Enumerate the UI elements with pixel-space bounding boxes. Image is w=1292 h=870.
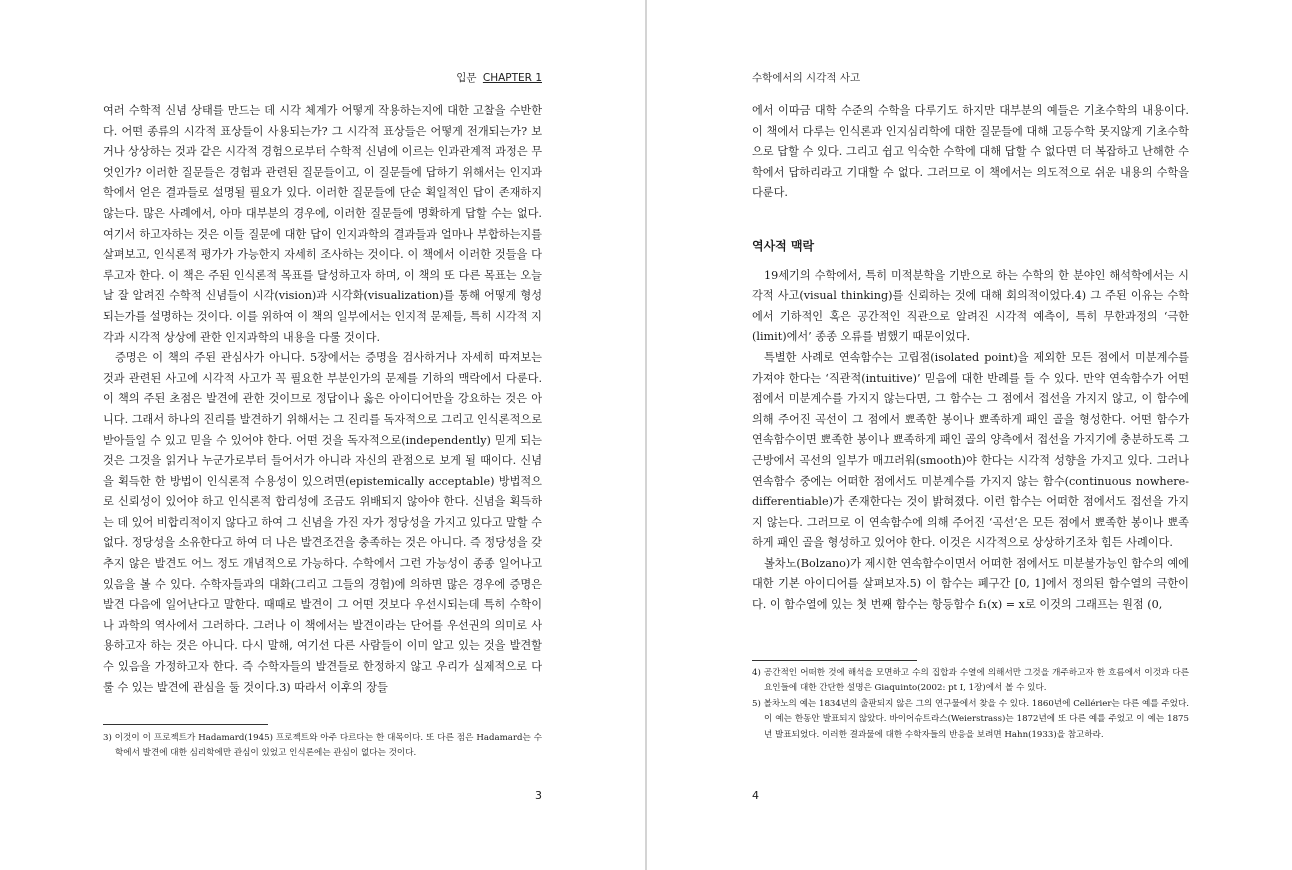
- paragraph: 특별한 사례로 연속함수는 고립점(isolated point)을 제외한 모든 점에서 미분계수를 가져야 한다는 ‘직관적(intuitive)’ 믿음에 대한 반례를 들 수 있다. 만약 연속함수가 어떤 점에서 미분계수를 가지지 않는다면, 그 함수는 그 점에서 접선을 가지지 않고, 이 함수에 의해 주어진 곡선이 그 점에서 뾰족한 봉이나 뾰족하게 패인 골을 형성한다. 어떤 함수가 연속함수이면 뾰족한 봉이나 뾰족하게 패인 골의 양측에서 접선을 가지기에 충분하도록 그 근방에서 곡선의 일부가 매끄러워(smooth)야 한다는 시각적 성향을 가지고 있다. 그러나 연속함수 중에는 어떠한 점에서도 미분계수를 가지지 않는 함수(continuous nowhere-differentiable)가 존재한다는 것이 밝혀졌다. 이런 함수는 어떠한 점에서도 접선을 가지지 않는다. 그러므로 이 연속함수에 의해 주어진 ‘곡선’은 모든 점에서 뾰족한 봉이나 뾰족하게 패인 골을 형성하고 있어야 한다. 이것은 시각적으로 상상하기조차 힘든 사례이다.: [752, 350, 1189, 550]
- paragraph: 에서 이따금 대학 수준의 수학을 다루기도 하지만 대부분의 예들은 기초수학의 내용이다. 이 책에서 다루는 인식론과 인지심리학에 대한 질문들에 대해 고등수학 못지않게 기초수학으로 답할 수 있다. 그리고 쉽고 익숙한 수학에 대해 답할 수 없다면 더 복잡하고 난해한 수학에서 답하리라고 기대할 수 없다. 그러므로 이 책에서는 의도적으로 쉬운 내용의 수학을 다룬다.: [752, 104, 1189, 200]
- running-header-left: [456, 70, 542, 85]
- footnote: 4) 공간적인 어떠한 것에 해석을 모면하고 수의 집합과 수열에 의해서만 그것을 개주하고자 한 흐름에서 이것과 다른 요인들에 대한 간단한 설명은 Giaquinto(2002: pt I, 1장)에서 볼 수 있다.: [752, 668, 1189, 694]
- paragraph: 여러 수학적 신념 상태를 만드는 데 시각 체계가 어떻게 작용하는지에 대한 고찰을 수반한다. 어떤 종류의 시각적 표상들이 사용되는가? 그 시각적 표상들은 어떻게 전개되는가? 보거나 상상하는 것과 같은 시각적 경험으로부터 수학적 신념에 이르는 인과관계적 과정은 무엇인가? 이러한 질문들은 경험과 관련된 질문들이고, 이 질문들에 답하기 위해서는 인지과학에서 얻은 결과들로 설명될 필요가 있다. 이러한 질문들에 단순 획일적인 답이 존재하지 않는다. 많은 사례에서, 아마 대부분의 경우에, 이러한 질문들에 명확하게 답할 수는 없다. 여기서 하고자하는 것은 이들 질문에 대한 답이 인지과학의 결과들과 얼마나 부합하는지를 살펴보고, 인식론적 평가가 가능한지 자세히 조사하는 것이다. 이 책에서 이러한 것들을 다루고자 한다. 이 책은 주된 인식론적 목표를 달성하고자 하며, 이 책의 또 다른 목표는 오늘날 잘 알려진 수학적 신념들이 시각(vision)과 시각화(visualization)를 통해 어떻게 형성되는가를 설명하는 것이다. 이를 위하여 이 책의 일부에서는 인지적 문제들, 특히 시각적 지각과 시각적 상상에 관한 인지과학의 내용을 다룰 것이다.: [103, 104, 542, 344]
- section-title: 역사적 맥락: [752, 238, 815, 253]
- paragraph: 볼차노(Bolzano)가 제시한 연속함수이면서 어떠한 점에서도 미분불가능인 함수의 예에 대한 기본 아이디어를 살펴보자.5) 이 함수는 폐구간 [0, 1]에서 정의된 함수열의 극한이다. 이 함수열에 있는 첫 번째 함수는 항등함수 f₁(x) = x로 이것의 그래프는 원점 (0,: [752, 556, 1189, 612]
- page-number: 4: [752, 789, 759, 802]
- footnotes-right: [752, 666, 1189, 743]
- left-page: [0, 0, 645, 870]
- running-header-right: 수학에서의 시각적 사고: [752, 72, 861, 84]
- footnote-divider: [103, 724, 268, 725]
- footnote-divider: [752, 660, 917, 661]
- footnote: 3) 이것이 이 프로젝트가 Hadamard(1945) 프로젝트와 아주 다르다는 한 대목이다. 또 다른 점은 Hadamard는 수학에서 발견에 대한 심리학에만 관심이 있었고 인식론에는 관심이 없다는 것이다.: [103, 733, 542, 759]
- header-chapter: CHAPTER 1: [482, 72, 542, 84]
- footnote: 5) 볼차노의 예는 1834년의 출판되지 않은 그의 연구물에서 찾을 수 있다. 1860년에 Cellérier는 다른 예를 주었다. 이 예는 한동안 발표되지 않았다. 바이어슈트라스(Weierstrass)는 1872년에 또 다른 예를 주었고 이 예는 1875년 발표되었다. 이러한 결과물에 대한 수학자들의 반응을 보려면 Hahn(1933)을 참고하라.: [752, 698, 1189, 740]
- page-number: 3: [535, 789, 542, 802]
- body-text-right: [752, 101, 1189, 616]
- right-page: [648, 0, 1292, 870]
- header-prefix: 입문: [456, 72, 477, 84]
- footnotes-left: [103, 731, 542, 762]
- paragraph: 증명은 이 책의 주된 관심사가 아니다. 5장에서는 증명을 검사하거나 자세히 따져보는 것과 관련된 사고에 시각적 사고가 꼭 필요한 부분인가의 문제를 기하의 맥락에서 다룬다. 이 책의 주된 초점은 발견에 관한 것이므로 정답이나 옳은 아이디어만을 강요하는 것은 아니다. 그래서 하나의 진리를 발견하기 위해서는 그 진리를 독자적으로 그리고 인식론적으로 받아들일 수 있고 믿을 수 있어야 한다. 어떤 것을 독자적으로(independently) 믿게 되는 것은 그것을 읽거나 누군가로부터 들어서가 아니라 자신의 관점으로 보게 될 때이다. 신념을 획득한 한 방법이 인식론적 수용성이 있으려면(epistemically acceptable) 방법적으로 신뢰성이 있어야 하고 인식론적 합리성에 조금도 위배되지 않아야 한다. 신념을 획득하는 데 있어 비합리적이지 않다고 하여 그 신념을 가진 자가 정당성을 가지고 있다고 말할 수 없다. 정당성을 소유한다고 하여 더 나은 발견조건을 충족하는 것은 아니다. 즉 정당성을 갖추지 않은 발견도 어느 정도 개념적으로 가능하다. 수학에서 그런 가능성이 종종 일어나고 있음을 볼 수 있다. 수학자들과의 대화(그리고 그들의 경험)에 의하면 많은 경우에 증명은 발견 다음에 일어난다고 말한다. 때때로 발견이 그 어떤 것보다 우선시되는데 특히 수학이나 과학의 역사에서 그러하다. 그러나 이 책에서는 발견이라는 단어를 우선권의 의미로 사용하고자 하는 것은 아니다. 다시 말해, 여기선 다른 사람들이 이미 알고 있는 것을 발견할 수 있음을 가정하고자 한다. 즉 수학자들의 발견들로 한정하지 않고 우리가 실제적으로 다룰 수 있는 발견에 관심을 둘 것이다.3) 따라서 이후의 장들: [103, 351, 542, 694]
- paragraph: 19세기의 수학에서, 특히 미적분학을 기반으로 하는 수학의 한 분야인 해석학에서는 시각적 사고(visual thinking)를 신뢰하는 것에 대해 회의적이었다.4) 그 주된 이유는 수학에서 기하적인 혹은 공간적인 직관으로 알려진 시각적 예측이, 특히 무한과정의 ‘극한(limit)에서’ 종종 오류를 범했기 때문이었다.: [752, 268, 1189, 344]
- book-spine-divider: [645, 0, 647, 870]
- body-text-left: [103, 101, 542, 698]
